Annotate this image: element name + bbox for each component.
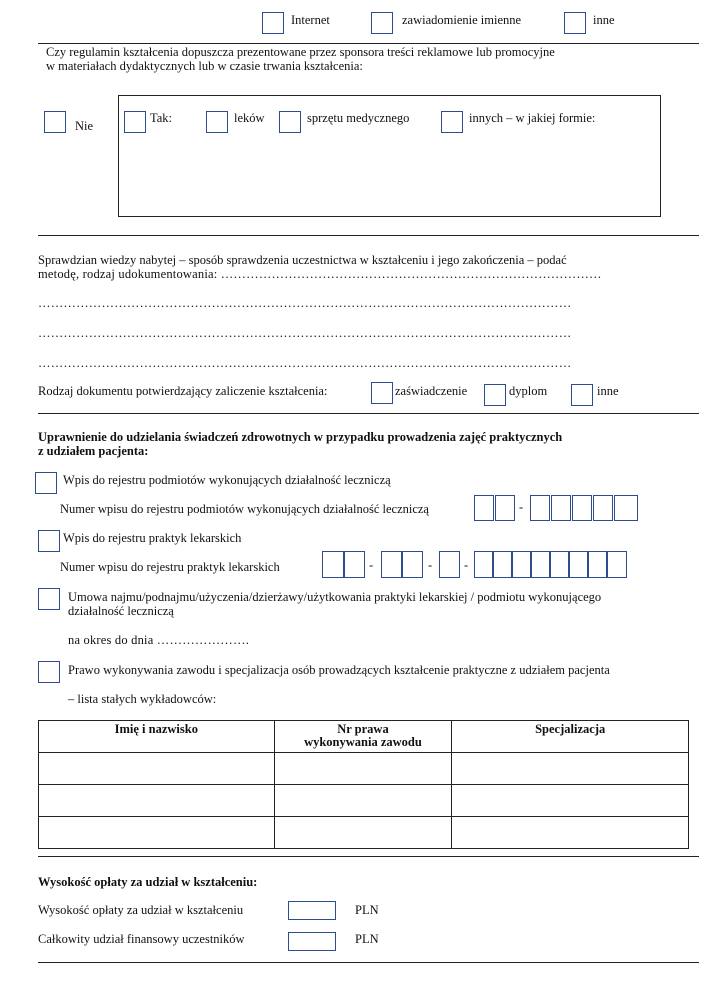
registry-entities-digit[interactable] [474,495,494,521]
top-other-label: inne [593,13,615,27]
registry-practices-digit[interactable] [607,551,627,578]
other-form-checkbox[interactable] [441,111,463,133]
registry-practices-digit[interactable] [381,551,402,578]
registry-practices-digit[interactable] [439,551,460,578]
top-other-checkbox[interactable] [564,12,586,34]
no-checkbox[interactable] [44,111,66,133]
authorization-heading-line1: Uprawnienie do udzielania świadczeń zdrowotnych w przypadku prowadzenia zajęć praktycznych [38,430,563,444]
doc-other-checkbox[interactable] [571,384,593,406]
license-cell[interactable] [274,785,452,817]
divider [38,962,699,963]
advertising-question-line2: w materiałach dydaktycznych lub w czasie trwania kształcenia: [46,59,363,73]
col-license-line1: Nr prawa [337,722,389,736]
yes-label: Tak: [150,111,173,125]
diploma-checkbox[interactable] [484,384,506,406]
dash: - [519,500,524,514]
registry-practices-digit[interactable] [474,551,493,578]
registry-practices-number-label: Numer wpisu do rejestru praktyk lekarskich [60,560,280,574]
fee-input[interactable] [288,901,336,920]
knowledge-test-line1: Sprawdzian wiedzy nabytej – sposób sprawdzenia uczestnictwa w kształceniu i jego zakończenia – podać [38,253,567,267]
drugs-checkbox[interactable] [206,111,228,133]
contract-line1: Umowa najmu/podnajmu/użyczenia/dzierżawy/użytkowania praktyki lekarskiej / podmiotu wykonującego [68,590,602,604]
divider [38,413,699,414]
specialization-cell[interactable] [452,817,689,849]
registry-entities-digit[interactable] [530,495,550,521]
drugs-label: leków [234,111,265,125]
license-cell[interactable] [274,817,452,849]
registry-practices-digit[interactable] [512,551,531,578]
fee-label: Wysokość opłaty za udział w kształceniu [38,903,244,917]
dotted-line: ……………………………………………………………………………………………………………… [38,296,572,310]
period-label: na okres do dnia …………………. [68,633,250,647]
table-row [39,753,689,785]
registry-practices-digit[interactable] [493,551,512,578]
dash: - [369,558,374,572]
internet-label: Internet [291,13,330,27]
contribution-input[interactable] [288,932,336,951]
right-to-practice-label: Prawo wykonywania zawodu i specjalizacja osób prowadzących kształcenie praktyczne z udziałem pacjenta [68,663,610,677]
certificate-checkbox[interactable] [371,382,393,404]
contract-line2: działalność leczniczą [68,604,174,618]
registry-practices-checkbox[interactable] [38,530,60,552]
registry-entities-digit[interactable] [572,495,592,521]
divider [38,235,699,236]
certificate-label: zaświadczenie [395,384,468,398]
table-row [39,817,689,849]
knowledge-test-line2: metodę, rodzaj udokumentowania: ……………………………………………………………………………… [38,267,602,281]
table-header-row [39,721,689,753]
col-name-header: Imię i nazwisko [39,721,275,753]
registry-entities-number-label: Numer wpisu do rejestru podmiotów wykonujących działalność leczniczą [60,502,429,516]
registry-entities-digit[interactable] [614,495,638,521]
col-license-header [274,721,452,753]
contribution-label: Całkowity udział finansowy uczestników [38,932,245,946]
lecturers-table [38,720,689,849]
dash: - [428,558,433,572]
registry-entities-label: Wpis do rejestru podmiotów wykonujących działalność leczniczą [63,473,391,487]
specialization-cell[interactable] [452,753,689,785]
yes-checkbox[interactable] [124,111,146,133]
doc-other-label: inne [597,384,619,398]
col-specialization-header: Specjalizacja [452,721,689,753]
dash: - [464,558,469,572]
registry-practices-digit[interactable] [588,551,607,578]
registry-entities-checkbox[interactable] [35,472,57,494]
contract-checkbox[interactable] [38,588,60,610]
registry-practices-digit[interactable] [322,551,344,578]
named-notice-checkbox[interactable] [371,12,393,34]
advertising-question-line1: Czy regulamin kształcenia dopuszcza prezentowane przez sponsora treści reklamowe lub promocyjne [46,45,555,59]
diploma-label: dyplom [509,384,548,398]
col-license-line2: wykonywania zawodu [304,735,422,749]
license-cell[interactable] [274,753,452,785]
table-row [39,785,689,817]
divider [38,856,699,857]
registry-practices-digit[interactable] [344,551,365,578]
contribution-currency: PLN [355,932,379,946]
registry-entities-digit[interactable] [495,495,515,521]
dotted-line: ……………………………………………………………………………………………………………… [38,326,572,340]
doc-type-label: Rodzaj dokumentu potwierdzający zaliczenie kształcenia: [38,384,328,398]
name-cell[interactable] [39,817,275,849]
dotted-line: ……………………………………………………………………………………………………………… [38,356,572,370]
right-to-practice-checkbox[interactable] [38,661,60,683]
other-form-label: innych – w jakiej formie: [469,111,596,125]
name-cell[interactable] [39,785,275,817]
registry-entities-digit[interactable] [593,495,613,521]
equipment-label: sprzętu medycznego [307,111,410,125]
named-notice-label: zawiadomienie imienne [402,13,522,27]
registry-practices-digit[interactable] [531,551,550,578]
internet-checkbox[interactable] [262,12,284,34]
divider [38,43,699,44]
registry-entities-digit[interactable] [551,495,571,521]
registry-practices-label: Wpis do rejestru praktyk lekarskich [63,531,242,545]
lecturers-list-label: – lista stałych wykładowców: [68,692,217,706]
registry-practices-digit[interactable] [550,551,569,578]
registry-practices-digit[interactable] [402,551,423,578]
fee-currency: PLN [355,903,379,917]
no-label: Nie [75,119,94,133]
specialization-cell[interactable] [452,785,689,817]
equipment-checkbox[interactable] [279,111,301,133]
fee-heading: Wysokość opłaty za udział w kształceniu: [38,875,258,889]
name-cell[interactable] [39,753,275,785]
registry-practices-digit[interactable] [569,551,588,578]
authorization-heading-line2: z udziałem pacjenta: [38,444,149,458]
